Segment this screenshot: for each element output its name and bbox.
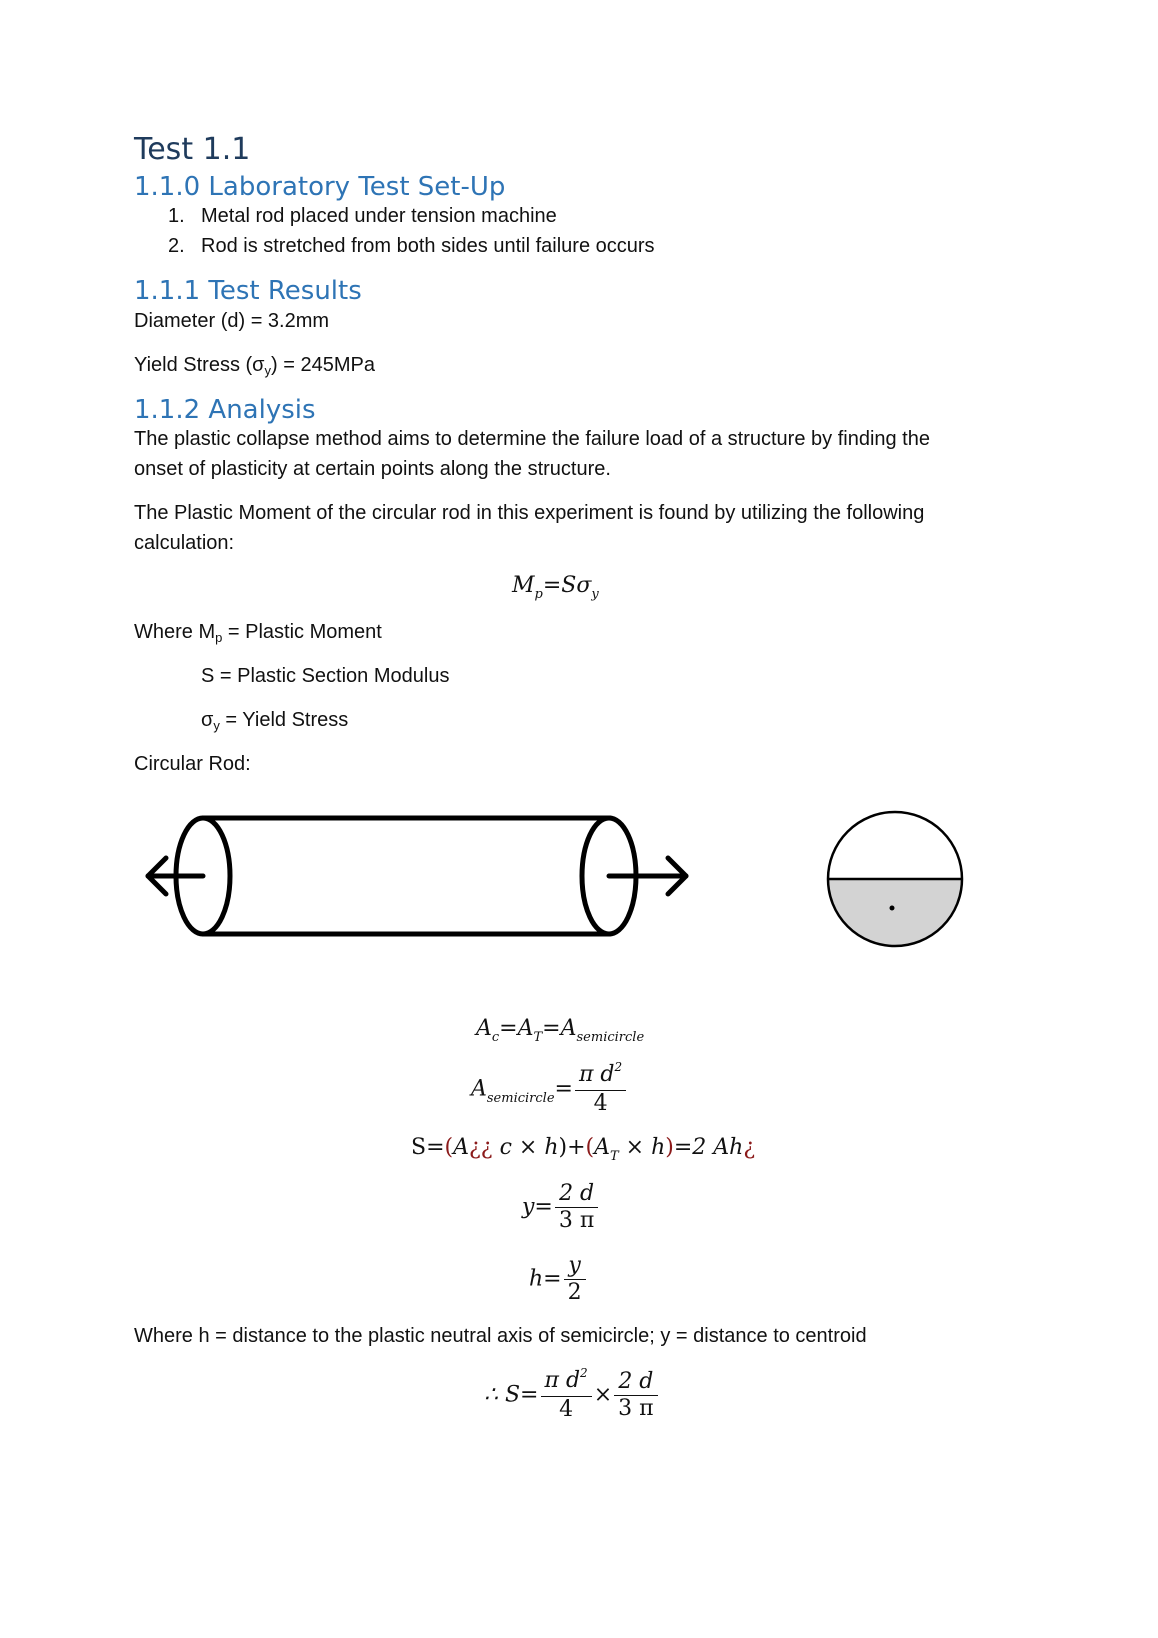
equation-plastic-moment: $M_p=S\sigma_y$ <box>512 573 599 602</box>
centroid-dot <box>890 906 895 911</box>
where-text: Where $M_p$ = Plastic Moment <box>134 621 382 645</box>
definition-sigma: $\sigma_y$ = Yield Stress <box>201 709 349 733</box>
paragraph-line: calculation: <box>134 532 235 554</box>
list-text: Rod is stretched from both sides until failure occurs <box>201 235 655 257</box>
list-number: 2. <box>168 235 185 257</box>
yield-stress-text: Yield Stress $(\sigma_y) = 245MPa$ <box>134 354 375 378</box>
paragraph-line: onset of plasticity at certain points along the structure. <box>134 458 611 480</box>
setup-heading: 1.1.0 Laboratory Test Set-Up <box>134 172 506 202</box>
equation-semicircle-area: $A_{semicircle}=$ $\frac{\pi d^2}{4}$ <box>471 1062 628 1117</box>
equation-section-modulus: S=(A¿¿ $c \times h)+(A_T \times h)=2$ Ah¿ <box>411 1135 756 1164</box>
paragraph-line: The plastic collapse method aims to determine the failure load of a structure by finding the <box>134 428 930 450</box>
where-h-text: Where h = distance to the plastic neutral axis of semicircle; y = distance to centroid <box>134 1325 867 1347</box>
definition-s: S = Plastic Section Modulus <box>201 665 450 687</box>
circular-rod-label: Circular Rod: <box>134 753 251 775</box>
list-number: 1. <box>168 205 185 227</box>
diameter-text: Diameter (d) = 3.2mm <box>134 310 330 332</box>
paragraph-line: The Plastic Moment of the circular rod in this experiment is found by utilizing the following <box>134 502 925 524</box>
results-heading: 1.1.1 Test Results <box>134 276 362 306</box>
semicircle-fill <box>828 879 962 946</box>
equation-centroid: y= $\frac{2 d}{3 \pi}$ <box>522 1181 600 1234</box>
equation-neutral-axis: h= $\frac{y}{2}$ <box>529 1253 588 1306</box>
analysis-heading: 1.1.2 Analysis <box>134 395 316 425</box>
list-text: Metal rod placed under tension machine <box>201 205 557 227</box>
equation-result: ∴ S= $\frac{\pi d^2}{4}$ × $\frac{2 d}{3 \pi}$ <box>484 1368 660 1423</box>
document-title: Test 1.1 <box>134 132 251 167</box>
equation-area: $A_c=A_T=A_{semicircle}$ <box>476 1016 645 1045</box>
